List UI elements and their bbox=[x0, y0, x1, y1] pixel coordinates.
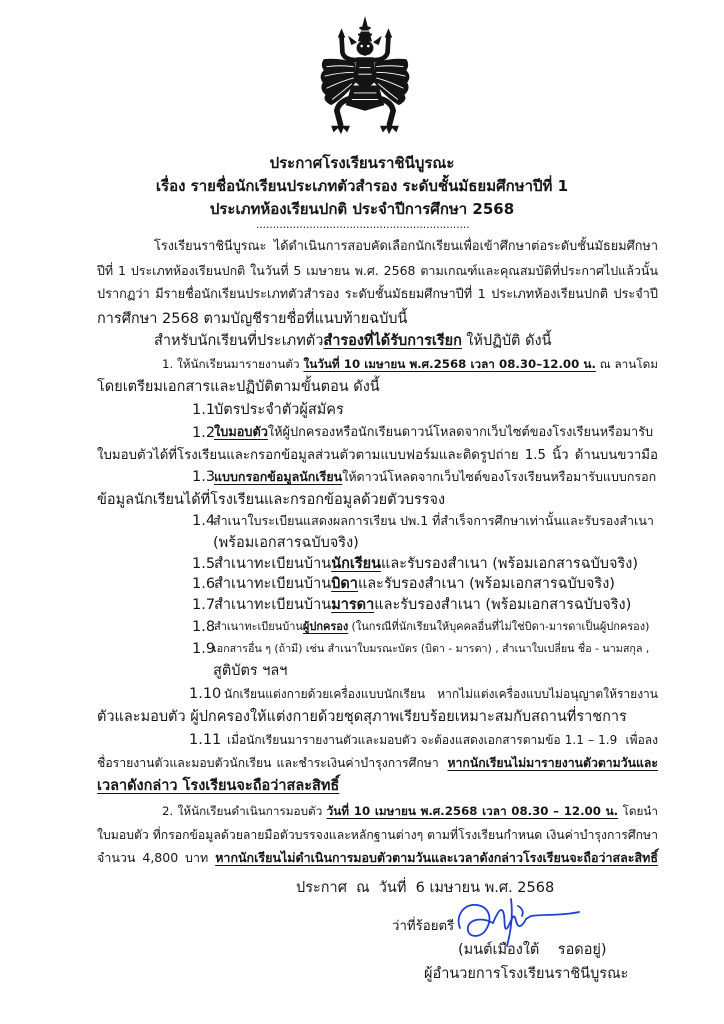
announcement-subtitle: ประเภทห้องเรียนปกติ ประจำปีการศึกษา 2568 bbox=[209, 200, 515, 218]
item-1-7-emphasis: มารดา bbox=[331, 597, 375, 613]
announcement-date: ประกาศ ณ วันที่ 6 เมษายน พ.ศ. 2568 bbox=[296, 880, 555, 896]
item-1-6-text: สำเนาทะเบียนบ้าน bbox=[214, 576, 332, 592]
item-1-4-line-2: (พร้อมเอกสารฉบับจริง) bbox=[213, 535, 359, 551]
item-1-11-number: 1.11 bbox=[189, 732, 222, 748]
item-1-5-number: 1.5 bbox=[192, 556, 216, 572]
section-1-number: 1. bbox=[162, 357, 174, 371]
instruction-line bbox=[154, 330, 658, 352]
item-1-1-text: บัตรประจำตัวผู้สมัคร bbox=[214, 402, 344, 418]
intro-line-4: การศึกษา 2568 ตามบัญชีรายชื่อที่แนบท้ายฉบับนี้ bbox=[97, 311, 408, 327]
item-1-3-number: 1.3 bbox=[192, 469, 216, 485]
item-1-5-line bbox=[214, 553, 658, 575]
item-1-6-text-end: และรับรองสำเนา (พร้อมเอกสารฉบับจริง) bbox=[357, 576, 615, 592]
item-1-6-emphasis: บิดา bbox=[331, 576, 358, 592]
section-1-date-emphasis: ในวันที่ 10 เมษายน พ.ศ.2568 เวลา 08.30–12.00 น. bbox=[303, 357, 596, 371]
instruction-text: สำหรับนักเรียนที่ประเภทตัว bbox=[154, 333, 324, 349]
section-2-line-2: ใบมอบตัว ที่กรอกข้อมูลด้วยลายมือตัวบรรจงและหลักฐานต่างๆ ตามที่โรงเรียนกำหนด เงินค่าบำรุงการศึกษา bbox=[97, 828, 658, 842]
item-1-11-line-3 bbox=[97, 775, 658, 797]
item-1-2-line-2: ใบมอบตัวได้ที่โรงเรียนและกรอกข้อมูลส่วนตัวตามแบบฟอร์มและติดรูปถ่าย 1.5 นิ้ว ด้านบนขวามือ bbox=[97, 448, 658, 463]
instruction-emphasis: สำรองที่ได้รับการเรียก bbox=[323, 333, 462, 349]
item-1-7-text-end: และรับรองสำเนา (พร้อมเอกสารฉบับจริง) bbox=[374, 597, 632, 613]
section-1-location: ณ ลานโดม bbox=[599, 357, 658, 371]
item-1-9-line-1: เอกสารอื่น ๆ (ถ้ามี) เช่น สำเนาใบมรณะบัตร (บิดา - มารดา) , สำเนาใบเปลี่ยน ชื่อ - นามสกุล , bbox=[213, 642, 650, 655]
item-1-7-line bbox=[214, 594, 658, 616]
item-1-5-emphasis: นักเรียน bbox=[331, 556, 382, 572]
section-1-text: ให้นักเรียนมารายงานตัว bbox=[177, 357, 300, 371]
section-1-line-1 bbox=[162, 353, 658, 375]
section-2-warning-emphasis: หากนักเรียนไม่ดำเนินการมอบตัวตามวันและเวลาดังกล่าวโรงเรียนจะถือว่าสละสิทธิ์ bbox=[215, 850, 658, 865]
signatory-position: ผู้อำนวยการโรงเรียนราชินีบูรณะ bbox=[424, 966, 629, 982]
item-1-4-number: 1.4 bbox=[192, 513, 216, 529]
intro-line-1: โรงเรียนราชินีบูรณะ ได้ดำเนินการสอบคัดเลือกนักเรียนเพื่อเข้าศึกษาต่อระดับชั้นมัธยมศึกษา bbox=[154, 239, 658, 254]
section-2-number: 2. bbox=[162, 804, 174, 818]
item-1-8-text-end: (ในกรณีที่นักเรียนให้บุคคลอื่นที่ไม่ใช่บิดา-มารดาเป็นผู้ปกครอง) bbox=[351, 620, 650, 633]
dotted-divider: ................................................................ bbox=[256, 219, 470, 231]
item-1-5-text: สำเนาทะเบียนบ้าน bbox=[214, 556, 332, 572]
item-1-6-line bbox=[214, 573, 658, 595]
section-2-line-1 bbox=[162, 800, 658, 822]
item-1-7-number: 1.7 bbox=[192, 597, 216, 613]
item-1-8-number: 1.8 bbox=[192, 619, 216, 635]
item-1-11-emphasis: หากนักเรียนไม่มารายงานตัวตามวันและ bbox=[447, 756, 658, 770]
item-1-8-emphasis: ผู้ปกครอง bbox=[302, 620, 349, 633]
item-1-3-line-1 bbox=[214, 466, 658, 488]
signatory-rank: ว่าที่ร้อยตรี bbox=[392, 919, 455, 934]
garuda-emblem-icon bbox=[316, 16, 414, 138]
announcement-title: ประกาศโรงเรียนราชินีบูรณะ bbox=[269, 154, 455, 172]
section-2-date-emphasis: วันที่ 10 เมษายน พ.ศ.2568 เวลา 08.30 – 12.00 น. bbox=[326, 804, 619, 818]
announcement-subject: เรื่อง รายชื่อนักเรียนประเภทตัวสำรอง ระดับชั้นมัธยมศึกษาปีที่ 1 bbox=[155, 177, 569, 195]
item-1-6-number: 1.6 bbox=[192, 576, 216, 592]
item-1-8-text: สำเนาทะเบียนบ้าน bbox=[214, 620, 303, 633]
section-2-text-end: โดยนำ bbox=[622, 804, 658, 818]
item-1-10-line-2: ตัวและมอบตัว ผู้ปกครองให้แต่งกายด้วยชุดสุภาพเรียบร้อยเหมาะสมกับสถานที่ราชการ bbox=[97, 709, 627, 725]
item-1-7-text: สำเนาทะเบียนบ้าน bbox=[214, 597, 332, 613]
section-2-line-3 bbox=[97, 847, 658, 869]
item-1-3-emphasis: แบบกรอกข้อมูลนักเรียน bbox=[214, 469, 343, 484]
intro-line-3: ปรากฏว่า มีรายชื่อนักเรียนประเภทตัวสำรอง ระดับชั้นมัธยมศึกษาปีที่ 1 ประเภทห้องเรียนปกติ ประจำปี bbox=[97, 287, 658, 302]
item-1-1-number: 1.1 bbox=[192, 402, 216, 418]
item-1-11-final-emphasis: เวลาดังกล่าว โรงเรียนจะถือว่าสละสิทธิ์ bbox=[97, 778, 340, 794]
item-1-11-text: ชื่อรายงานตัวและมอบตัวนักเรียน และชำระเงินค่าบำรุงการศึกษา bbox=[97, 756, 439, 770]
item-1-2-number: 1.2 bbox=[192, 425, 216, 441]
item-1-3-text: ให้ดาวน์โหลดจากเว็บไซต์ของโรงเรียนหรือมารับแบบกรอก bbox=[342, 469, 657, 484]
item-1-11-line-1: เมื่อนักเรียนมารายงานตัวและมอบตัว จะต้องแสดงเอกสารตามข้อ 1.1 – 1.9 เพื่อลง bbox=[227, 733, 658, 747]
item-1-3-line-2: ข้อมูลนักเรียนได้ที่โรงเรียนและกรอกข้อมูลด้วยตัวบรรจง bbox=[97, 492, 446, 508]
item-1-2-emphasis: ใบมอบตัว bbox=[214, 425, 268, 440]
item-1-4-line-1: สำเนาใบระเบียนแสดงผลการเรียน ปพ.1 ที่สำเร็จการศึกษาเท่านั้นและรับรองสำเนา bbox=[213, 513, 654, 528]
item-1-2-line-1 bbox=[214, 422, 658, 444]
item-1-11-line-2 bbox=[97, 752, 658, 774]
section-1-line-2: โดยเตรียมเอกสารและปฏิบัติตามขั้นตอน ดังนี้ bbox=[97, 379, 380, 395]
item-1-10-line-1: นักเรียนแต่งกายด้วยเครื่องแบบนักเรียน หากไม่แต่งเครื่องแบบไม่อนุญาตให้รายงาน bbox=[224, 687, 658, 701]
item-1-5-text-end: และรับรองสำเนา (พร้อมเอกสารฉบับจริง) bbox=[381, 556, 639, 572]
item-1-2-text: ให้ผู้ปกครองหรือนักเรียนดาวน์โหลดจากเว็บไซต์ของโรงเรียนหรือมารับ bbox=[267, 425, 654, 440]
signatory-name: (มนต์เมืองใต้ รอดอยู่) bbox=[458, 942, 607, 958]
section-2-fee-text: จำนวน 4,800 บาท bbox=[97, 850, 209, 865]
item-1-10-number: 1.10 bbox=[189, 686, 222, 702]
item-1-9-number: 1.9 bbox=[192, 641, 216, 657]
section-2-text: ให้นักเรียนดำเนินการมอบตัว bbox=[177, 804, 323, 818]
item-1-9-line-2: สูติบัตร ฯลฯ bbox=[213, 663, 288, 679]
item-1-8-line bbox=[214, 616, 658, 638]
instruction-text-end: ให้ปฏิบัติ ดังนี้ bbox=[466, 333, 552, 349]
intro-line-2: ปีที่ 1 ประเภทห้องเรียนปกติ ในวันที่ 5 เมษายน พ.ศ. 2568 ตามเกณฑ์และคุณสมบัติที่ประกาศไปแล้วนั้น bbox=[97, 263, 658, 278]
